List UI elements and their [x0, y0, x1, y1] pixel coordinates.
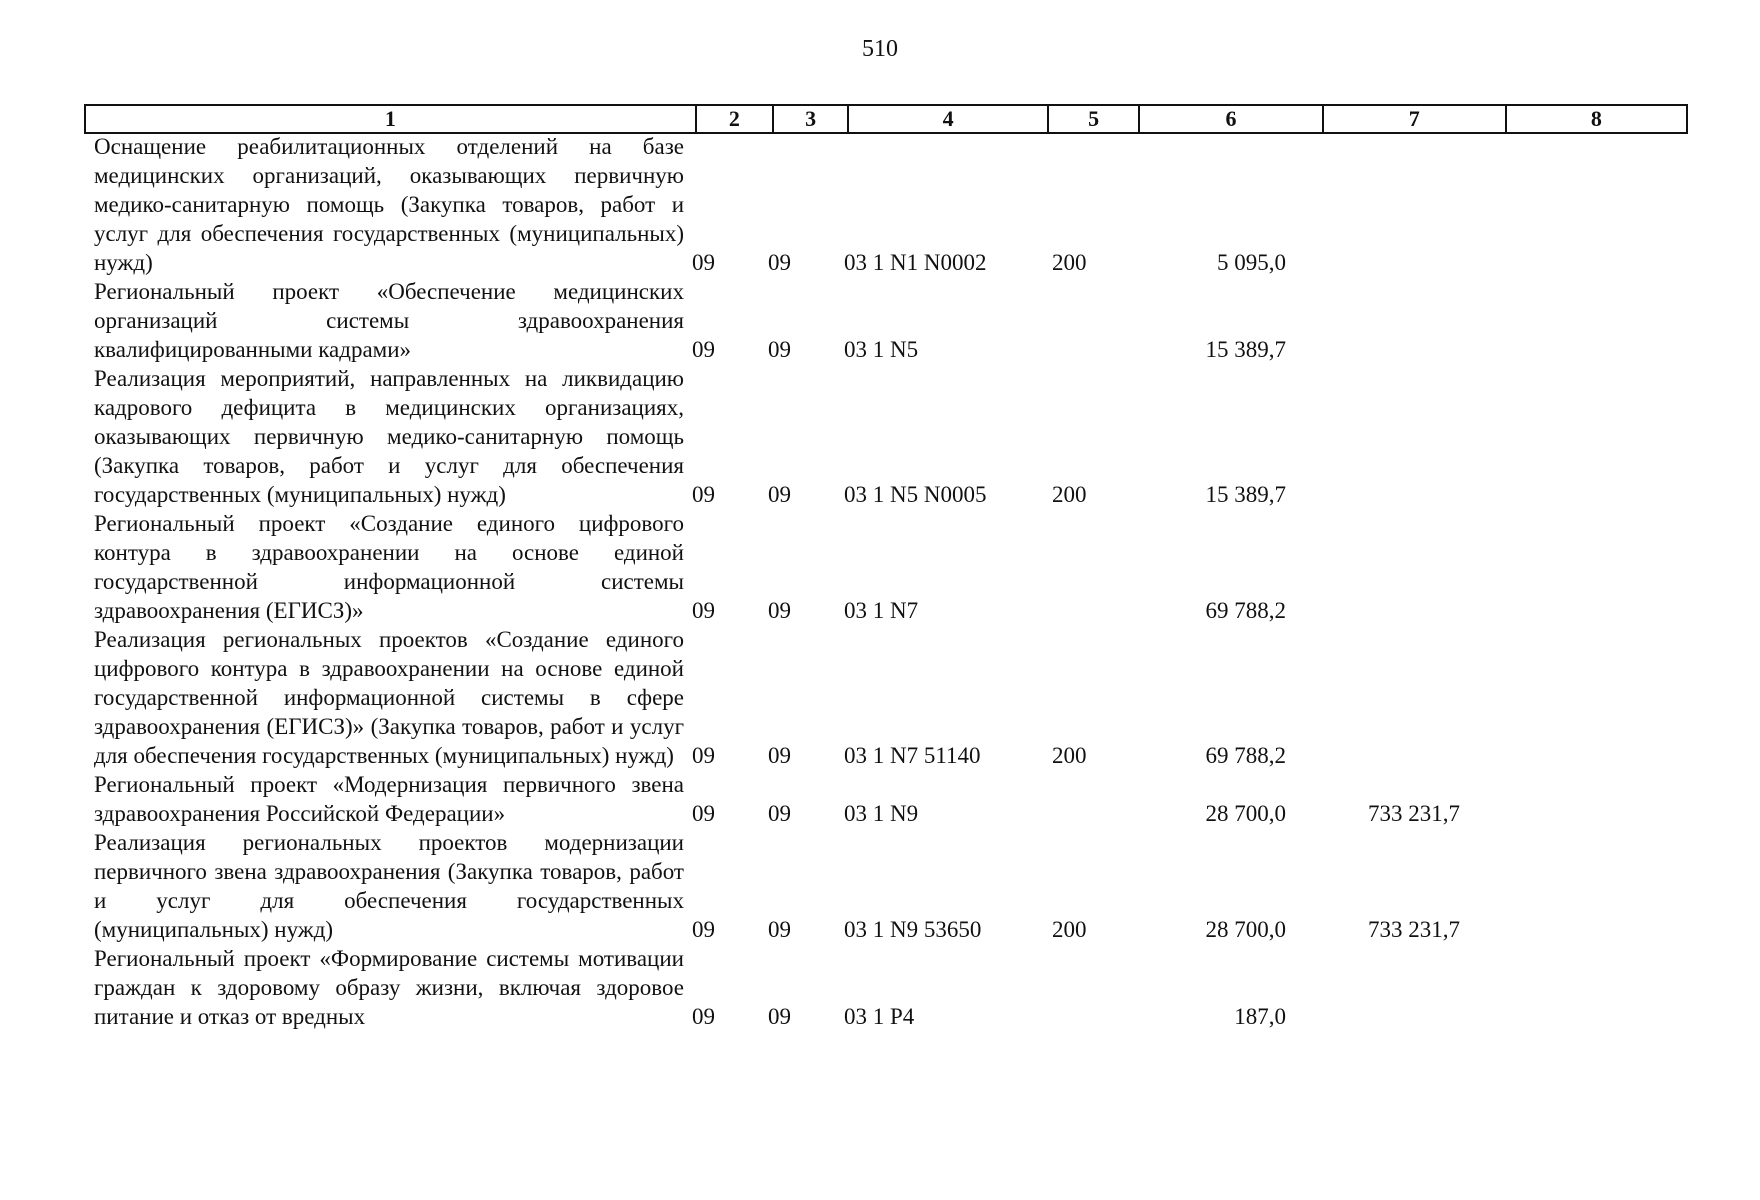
amount-column-6: 5 095,0 [1217, 250, 1286, 275]
column-header-2: 2 [696, 105, 773, 133]
amount-column-7: 733 231,7 [1368, 801, 1460, 826]
budget-table-body [84, 132, 1688, 1031]
column-header-6: 6 [1139, 105, 1322, 133]
section-code: 09 [692, 1004, 715, 1029]
target-article-code: 03 1 N7 51140 [844, 743, 981, 768]
amount-column-6: 15 389,7 [1205, 337, 1286, 362]
subsection-code: 09 [768, 482, 791, 507]
table-row [84, 364, 1688, 509]
page-number: 510 [862, 36, 898, 62]
section-code: 09 [692, 250, 715, 275]
section-code: 09 [692, 482, 715, 507]
amount-column-6: 69 788,2 [1205, 743, 1286, 768]
subsection-code: 09 [768, 743, 791, 768]
amount-column-6: 187,0 [1234, 1004, 1286, 1029]
target-article-code: 03 1 N7 [844, 598, 919, 623]
row-name: Региональный проект «Формирование системы мотивации граждан к здоровому образу жизни, включая здоровое питание и отказ от вредных [94, 946, 684, 1029]
subsection-code: 09 [768, 801, 791, 826]
table-row [84, 828, 1688, 944]
section-code: 09 [692, 337, 715, 362]
row-name: Реализация региональных проектов «Создание единого цифрового контура в здравоохранении на основе единой государственной информационной системы в сфере здравоохранения (ЕГИСЗ)» (Закупка товаров, работ и услуг для обеспечения государственных (муниципальных) нужд) [94, 627, 684, 768]
row-name: Региональный проект «Обеспечение медицинских организаций системы здравоохранения квалифицированными кадрами» [94, 279, 684, 362]
target-article-code: 03 1 N1 N0002 [844, 250, 987, 275]
subsection-code: 09 [768, 1004, 791, 1029]
expense-type-code: 200 [1052, 482, 1087, 507]
section-code: 09 [692, 743, 715, 768]
column-header-8: 8 [1506, 105, 1687, 133]
column-header-7: 7 [1323, 105, 1506, 133]
amount-column-7: 733 231,7 [1368, 917, 1460, 942]
column-header-3: 3 [773, 105, 848, 133]
section-code: 09 [692, 917, 715, 942]
column-header-table [84, 104, 1688, 134]
amount-column-6: 28 700,0 [1205, 917, 1286, 942]
target-article-code: 03 1 P4 [844, 1004, 915, 1029]
amount-column-6: 28 700,0 [1205, 801, 1286, 826]
table-row [84, 625, 1688, 770]
amount-column-6: 15 389,7 [1205, 482, 1286, 507]
amount-column-6: 69 788,2 [1205, 598, 1286, 623]
column-header-1: 1 [85, 105, 696, 133]
row-name: Региональный проект «Создание единого цифрового контура в здравоохранении на основе единой государственной информационной системы здравоохранения (ЕГИСЗ)» [94, 511, 684, 623]
column-header-4: 4 [848, 105, 1047, 133]
table-row [84, 770, 1688, 828]
section-code: 09 [692, 801, 715, 826]
row-name: Оснащение реабилитационных отделений на базе медицинских организаций, оказывающих первичную медико-санитарную помощь (Закупка товаров, работ и услуг для обеспечения государственных (муниципальных) нужд) [94, 134, 684, 275]
target-article-code: 03 1 N9 53650 [844, 917, 982, 942]
row-name: Реализация региональных проектов модернизации первичного звена здравоохранения (Закупка товаров, работ и услуг для обеспечения государственных (муниципальных) нужд) [94, 830, 684, 942]
expense-type-code: 200 [1052, 917, 1087, 942]
row-name: Региональный проект «Модернизация первичного звена здравоохранения Российской Федерации» [94, 772, 684, 826]
expense-type-code: 200 [1052, 250, 1087, 275]
target-article-code: 03 1 N9 [844, 801, 919, 826]
table-row [84, 944, 1688, 1031]
column-header-row [85, 105, 1687, 133]
subsection-code: 09 [768, 598, 791, 623]
target-article-code: 03 1 N5 [844, 337, 919, 362]
subsection-code: 09 [768, 337, 791, 362]
table-row [84, 132, 1688, 277]
target-article-code: 03 1 N5 N0005 [844, 482, 987, 507]
expense-type-code: 200 [1052, 743, 1087, 768]
section-code: 09 [692, 598, 715, 623]
column-header-5: 5 [1048, 105, 1140, 133]
table-row [84, 509, 1688, 625]
row-name: Реализация мероприятий, направленных на ликвидацию кадрового дефицита в медицинских организациях, оказывающих первичную медико-санитарную помощь (Закупка товаров, работ и услуг для обеспечения государственных (муниципальных) нужд) [94, 366, 684, 507]
subsection-code: 09 [768, 250, 791, 275]
table-row [84, 277, 1688, 364]
subsection-code: 09 [768, 917, 791, 942]
